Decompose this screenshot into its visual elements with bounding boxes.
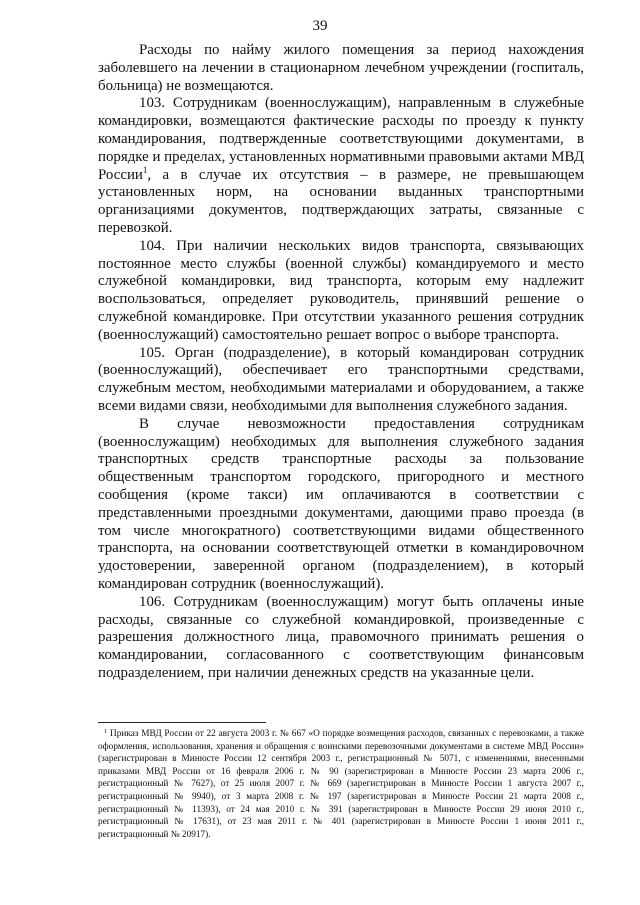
paragraph-105: 105. Орган (подразделение), в который командирован сотрудник (военнослужащий), обеспечивает его транспортными средствами, служебным местом, необходимыми материалами и оборудованием, а также всеми видами связи, необходимыми для выполнения служебного задания.	[98, 344, 584, 414]
paragraph-106: 106. Сотрудникам (военнослужащим) могут быть оплачены иные расходы, связанные со служебной командировкой, произведенные с разрешения должностного лица, правомочного принимать решения о командировании, согласованного с соответствующим финансовым подразделением, при наличии денежных средств на указанные цели.	[98, 593, 584, 681]
footnote-divider	[98, 722, 266, 723]
paragraph-transport-costs: В случае невозможности предоставления сотрудникам (военнослужащим) необходимых для выполнения служебного задания транспортных средств транспортные расходы за пользование общественным транспортом городского, пригородного и местного сообщения (кроме такси) им оплачиваются в соответствии с представленными проездными документами, дающими право проезда (в том числе многократного) соответствующими видами общественного транспорта, на основании соответствующей отметки в командировочном удостоверении, заверенной органом (подразделением), в который командирован сотрудник (военнослужащий).	[98, 415, 584, 592]
paragraph-103	[98, 95, 584, 237]
paragraph-103-part-2: , а в случае их отсутствия – в размере, не превышающем установленных норм, на основании выданных транспортными организациями документов, подтверждающих затраты, связанные с перевозкой.	[98, 166, 584, 236]
page-number: 39	[312, 18, 328, 34]
body-text	[98, 42, 584, 683]
paragraph-104: 104. При наличии нескольких видов транспорта, связывающих постоянное место службы (военной службы) командируемого и место служебной командировки, вид транспорта, которым ему надлежит воспользоваться, определяет руководитель, принявший решение о служебной командировке. При отсутствии указанного решения сотрудник (военнослужащий) самостоятельно решает вопрос о выборе транспорта.	[98, 237, 584, 343]
footnote	[98, 728, 584, 841]
footnote-text: Приказ МВД России от 22 августа 2003 г. № 667 «О порядке возмещения расходов, связанных с перевозками, а также оформления, использования, хранения и обращения с воинскими перевозочными документами в системе МВД России» (зарегистрирован в Минюсте России 12 сентября 2003 г., регистрационный № 5071, с изменениями, внесенными приказами МВД России от 16 февраля 2006 г. № 90 (зарегистрирован в Минюсте России 23 марта 2006 г., регистрационный № 7627), от 25 июля 2007 г. № 669 (зарегистрирован в Минюсте России 1 августа 2007 г., регистрационный № 9940), от 3 марта 2008 г. № 197 (зарегистрирован в Минюсте России 21 марта 2008 г., регистрационный № 11393), от 24 мая 2010 г. № 391 (зарегистрирован в Минюсте России 29 июня 2010 г., регистрационный № 17631), от 23 мая 2011 г. № 401 (зарегистрирован в Минюсте России 1 июня 2011 г., регистрационный № 20917).	[98, 729, 584, 840]
footnote-reference: 1	[142, 164, 148, 175]
footnote-mark: 1	[104, 728, 108, 735]
paragraph-103-part-1: 103. Сотрудникам (военнослужащим), направленным в служебные командировки, возмещаются фактические расходы по проезду к пункту командирования, подтвержденные соответствующими документами, в порядке и пределах, установленных нормативными правовыми актами МВД России	[98, 95, 585, 183]
paragraph-housing-expenses: Расходы по найму жилого помещения за период нахождения заболевшего на лечении в стационарном лечебном учреждении (госпиталь, больница) не возмещаются.	[98, 42, 584, 94]
